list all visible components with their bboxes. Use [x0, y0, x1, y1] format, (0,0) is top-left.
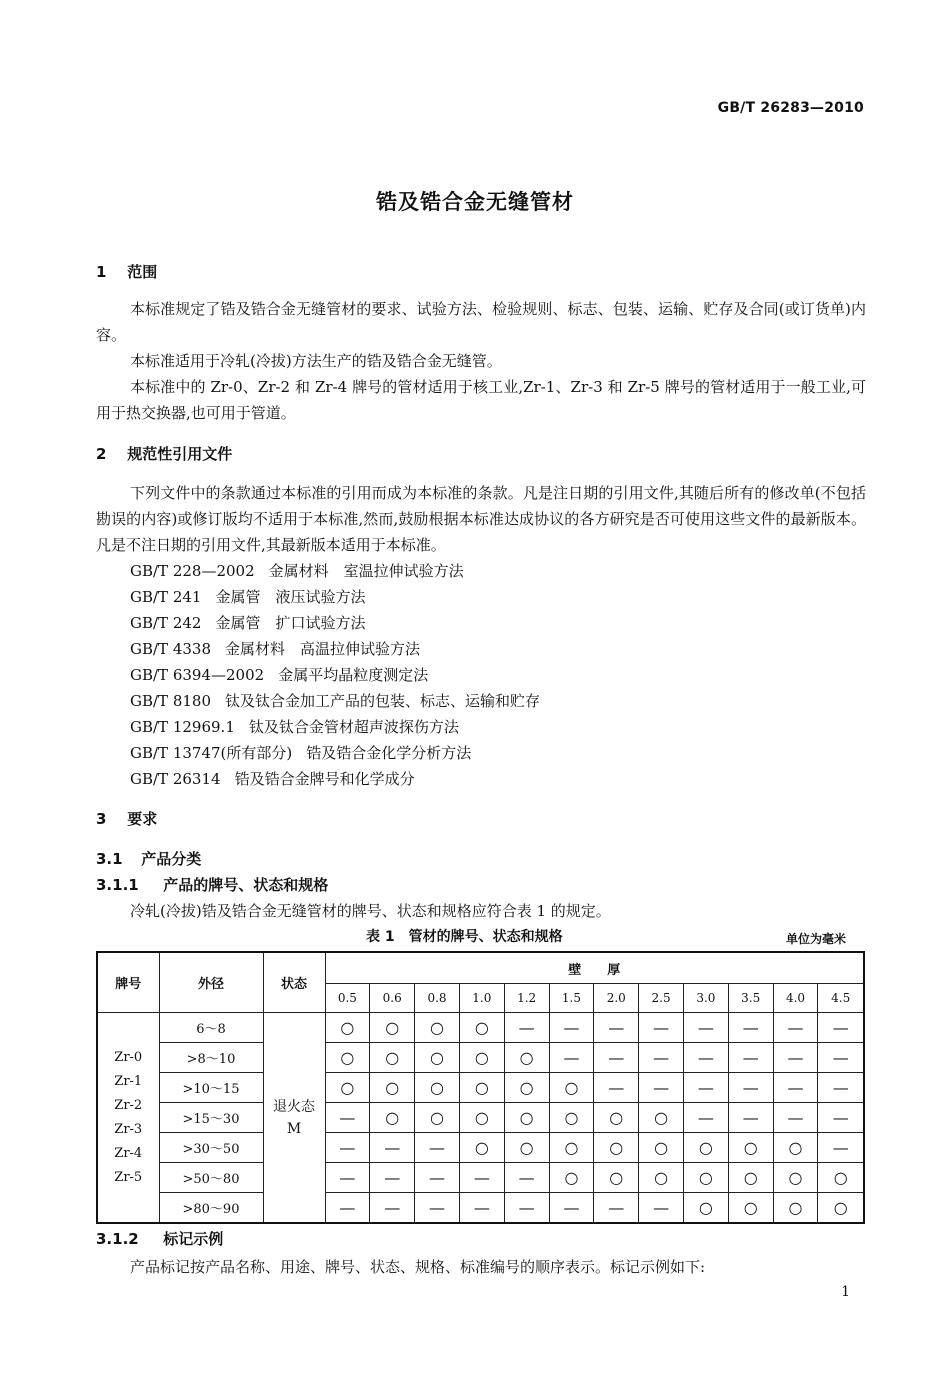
reference-code: GB/T 13747(所有部分): [130, 744, 293, 762]
availability-cell: ○: [594, 1103, 639, 1133]
reference-code: GB/T 241: [130, 588, 202, 606]
availability-cell: ○: [504, 1103, 549, 1133]
table-row: [97, 1073, 864, 1103]
reference-name: 金属材料 高温拉伸试验方法: [225, 640, 421, 658]
section-number: 3.1.1: [96, 876, 139, 894]
availability-cell: ○: [818, 1193, 864, 1224]
availability-cell: —: [549, 1043, 594, 1073]
availability-cell: ○: [549, 1163, 594, 1193]
reference-item: [130, 690, 540, 711]
availability-cell: ○: [504, 1133, 549, 1163]
availability-cell: —: [728, 1043, 773, 1073]
availability-cell: ○: [459, 1073, 504, 1103]
section-1-heading: [96, 261, 157, 282]
wall-thickness-value: 4.5: [818, 984, 864, 1013]
wall-thickness-value: 0.8: [415, 984, 460, 1013]
reference-name: 金属管 扩口试验方法: [215, 614, 366, 632]
availability-cell: ○: [773, 1193, 818, 1224]
availability-cell: ○: [639, 1163, 684, 1193]
grade-spec-table: [96, 951, 865, 1224]
availability-cell: —: [415, 1133, 460, 1163]
table-row: [97, 1043, 864, 1073]
availability-cell: —: [325, 1103, 370, 1133]
availability-cell: ○: [459, 1133, 504, 1163]
reference-name: 金属平均晶粒度测定法: [278, 666, 429, 684]
availability-cell: ○: [684, 1193, 729, 1224]
table-row: [97, 1103, 864, 1133]
availability-cell: —: [639, 1193, 684, 1224]
availability-cell: —: [370, 1133, 415, 1163]
wall-thickness-value: 0.6: [370, 984, 415, 1013]
grade-name: Zr-1: [114, 1073, 143, 1089]
reference-name: 钛及钛合金管材超声波探伤方法: [248, 718, 459, 736]
reference-name: 锆及锆合金牌号和化学成分: [234, 770, 415, 788]
wall-thickness-value: 3.5: [728, 984, 773, 1013]
reference-name: 金属材料 室温拉伸试验方法: [268, 562, 464, 580]
reference-code: GB/T 26314: [130, 770, 221, 788]
section-number: 3.1: [96, 850, 123, 868]
header-wall-thickness: 壁 厚: [325, 952, 864, 984]
outer-diameter-cell: >10～15: [159, 1073, 263, 1103]
availability-cell: —: [504, 1193, 549, 1224]
table-row: [97, 1133, 864, 1163]
availability-cell: ○: [818, 1163, 864, 1193]
reference-code: GB/T 6394—2002: [130, 666, 265, 684]
section-number: 3.1.2: [96, 1230, 139, 1248]
wall-thickness-value: 0.5: [325, 984, 370, 1013]
section-3-1-1-heading: [96, 874, 328, 895]
availability-cell: —: [415, 1193, 460, 1224]
availability-cell: ○: [459, 1013, 504, 1043]
availability-cell: —: [594, 1043, 639, 1073]
availability-cell: ○: [370, 1073, 415, 1103]
reference-item: [130, 586, 365, 607]
availability-cell: —: [773, 1103, 818, 1133]
section-title: 产品的牌号、状态和规格: [163, 876, 329, 894]
availability-cell: ○: [459, 1043, 504, 1073]
outer-diameter-cell: >8～10: [159, 1043, 263, 1073]
grade-name: Zr-3: [114, 1121, 143, 1137]
availability-cell: ○: [325, 1043, 370, 1073]
reference-item: [130, 638, 420, 659]
reference-name: 金属管 液压试验方法: [215, 588, 366, 606]
availability-cell: —: [818, 1103, 864, 1133]
paragraph: 产品标记按产品名称、用途、牌号、状态、规格、标准编号的顺序表示。标记示例如下:: [130, 1258, 706, 1276]
availability-cell: ○: [684, 1133, 729, 1163]
availability-cell: —: [459, 1163, 504, 1193]
section-number: 1: [96, 263, 107, 281]
reference-item: [130, 664, 428, 685]
grade-name: Zr-2: [114, 1097, 143, 1113]
reference-item: [130, 742, 471, 763]
table-body: [97, 1013, 864, 1224]
availability-cell: ○: [684, 1163, 729, 1193]
availability-cell: —: [728, 1103, 773, 1133]
availability-cell: ○: [415, 1103, 460, 1133]
availability-cell: —: [594, 1073, 639, 1103]
header-grade: 牌号: [97, 952, 159, 1013]
header-outer-diameter: 外径: [159, 952, 263, 1013]
availability-cell: —: [549, 1193, 594, 1224]
availability-cell: —: [684, 1013, 729, 1043]
status-code: M: [286, 1120, 302, 1137]
availability-cell: ○: [549, 1133, 594, 1163]
grade-name: Zr-0: [114, 1049, 143, 1065]
availability-cell: ○: [728, 1163, 773, 1193]
availability-cell: —: [684, 1043, 729, 1073]
reference-item: [130, 716, 459, 737]
availability-cell: —: [728, 1013, 773, 1043]
table-row: [97, 1163, 864, 1193]
outer-diameter-cell: >80～90: [159, 1193, 263, 1224]
section-3-1-heading: [96, 848, 201, 869]
wall-thickness-value: 1.0: [459, 984, 504, 1013]
availability-cell: ○: [639, 1133, 684, 1163]
paragraph: 下列文件中的条款通过本标准的引用而成为本标准的条款。凡是注日期的引用文件,其随后所有的修改单(不包括勘误的内容)或修订版均不适用于本标准,然而,鼓励根据本标准达成协议的各方研究是否可使用这些文件的最新版本。凡是不注日期的引用文件,其最新版本适用于本标准。: [96, 484, 866, 554]
grade-list-cell: [97, 1013, 159, 1224]
availability-cell: ○: [594, 1133, 639, 1163]
availability-cell: —: [728, 1073, 773, 1103]
paragraph: 本标准中的 Zr-0、Zr-2 和 Zr-4 牌号的管材适用于核工业,Zr-1、Zr-3 和 Zr-5 牌号的管材适用于一般工业,可用于热交换器,也可用于管道。: [96, 378, 866, 422]
section-3-heading: [96, 808, 157, 829]
reference-code: GB/T 12969.1: [130, 718, 235, 736]
section-2-heading: [96, 443, 232, 464]
availability-cell: —: [639, 1043, 684, 1073]
table-unit: 单位为毫米: [785, 932, 846, 946]
availability-cell: —: [818, 1133, 864, 1163]
reference-name: 钛及钛合金加工产品的包装、标志、运输和贮存: [225, 692, 541, 710]
document-title: 锆及锆合金无缝管材: [376, 190, 574, 214]
availability-cell: ○: [325, 1073, 370, 1103]
outer-diameter-cell: >15～30: [159, 1103, 263, 1133]
wall-thickness-value: 1.5: [549, 984, 594, 1013]
availability-cell: —: [818, 1073, 864, 1103]
availability-cell: —: [594, 1013, 639, 1043]
paragraph: 本标准适用于冷轧(冷拔)方法生产的锆及锆合金无缝管。: [130, 352, 502, 370]
availability-cell: ○: [459, 1103, 504, 1133]
availability-cell: —: [504, 1163, 549, 1193]
availability-cell: ○: [773, 1133, 818, 1163]
availability-cell: —: [594, 1193, 639, 1224]
availability-cell: —: [459, 1193, 504, 1224]
table-caption: 表 1 管材的牌号、状态和规格: [366, 929, 563, 945]
standard-code: GB/T 26283—2010: [717, 100, 864, 116]
section-number: 3: [96, 810, 107, 828]
reference-code: GB/T 4338: [130, 640, 212, 658]
status-name: 退火态: [273, 1098, 315, 1115]
availability-cell: ○: [549, 1103, 594, 1133]
header-status: 状态: [263, 952, 325, 1013]
reference-code: GB/T 228—2002: [130, 562, 255, 580]
availability-cell: ○: [415, 1073, 460, 1103]
status-cell: [263, 1013, 325, 1224]
availability-cell: ○: [504, 1043, 549, 1073]
availability-cell: —: [370, 1193, 415, 1224]
availability-cell: ○: [728, 1193, 773, 1224]
availability-cell: —: [773, 1043, 818, 1073]
page-number: 1: [841, 1284, 850, 1300]
availability-cell: —: [325, 1133, 370, 1163]
availability-cell: ○: [370, 1013, 415, 1043]
reference-item: [130, 612, 365, 633]
availability-cell: ○: [370, 1103, 415, 1133]
availability-cell: ○: [728, 1133, 773, 1163]
availability-cell: —: [684, 1073, 729, 1103]
wall-thickness-value: 2.5: [639, 984, 684, 1013]
availability-cell: —: [549, 1013, 594, 1043]
availability-cell: —: [818, 1013, 864, 1043]
grade-name: Zr-4: [114, 1145, 143, 1161]
availability-cell: ○: [504, 1073, 549, 1103]
section-number: 2: [96, 445, 107, 463]
availability-cell: ○: [415, 1013, 460, 1043]
section-title: 规范性引用文件: [127, 445, 233, 463]
availability-cell: —: [773, 1013, 818, 1043]
availability-cell: ○: [773, 1163, 818, 1193]
section-title: 产品分类: [141, 850, 202, 868]
availability-cell: ○: [325, 1013, 370, 1043]
section-title: 范围: [127, 263, 158, 281]
availability-cell: —: [818, 1043, 864, 1073]
availability-cell: —: [504, 1013, 549, 1043]
availability-cell: —: [415, 1163, 460, 1193]
availability-cell: —: [325, 1163, 370, 1193]
table-row: [97, 1193, 864, 1224]
table-row: [97, 1013, 864, 1043]
reference-item: [130, 560, 464, 581]
availability-cell: ○: [415, 1043, 460, 1073]
availability-cell: —: [773, 1073, 818, 1103]
wall-thickness-value: 4.0: [773, 984, 818, 1013]
section-3-1-2-heading: [96, 1228, 223, 1249]
reference-item: [130, 768, 415, 789]
outer-diameter-cell: >30～50: [159, 1133, 263, 1163]
availability-cell: —: [639, 1013, 684, 1043]
wall-thickness-value: 1.2: [504, 984, 549, 1013]
availability-cell: —: [684, 1103, 729, 1133]
reference-code: GB/T 8180: [130, 692, 212, 710]
reference-code: GB/T 242: [130, 614, 202, 632]
availability-cell: ○: [549, 1073, 594, 1103]
wall-thickness-value: 3.0: [684, 984, 729, 1013]
grade-name: Zr-5: [114, 1169, 143, 1185]
section-title: 要求: [127, 810, 158, 828]
outer-diameter-cell: 6～8: [159, 1013, 263, 1043]
availability-cell: ○: [639, 1103, 684, 1133]
paragraph: 本标准规定了锆及锆合金无缝管材的要求、试验方法、检验规则、标志、包装、运输、贮存及合同(或订货单)内容。: [96, 300, 866, 344]
availability-cell: ○: [370, 1043, 415, 1073]
reference-name: 锆及锆合金化学分析方法: [306, 744, 472, 762]
availability-cell: ○: [594, 1163, 639, 1193]
availability-cell: —: [370, 1163, 415, 1193]
paragraph: 冷轧(冷拔)锆及锆合金无缝管材的牌号、状态和规格应符合表 1 的规定。: [130, 902, 611, 920]
section-title: 标记示例: [163, 1230, 224, 1248]
availability-cell: —: [639, 1073, 684, 1103]
availability-cell: —: [325, 1193, 370, 1224]
outer-diameter-cell: >50～80: [159, 1163, 263, 1193]
wall-thickness-value: 2.0: [594, 984, 639, 1013]
